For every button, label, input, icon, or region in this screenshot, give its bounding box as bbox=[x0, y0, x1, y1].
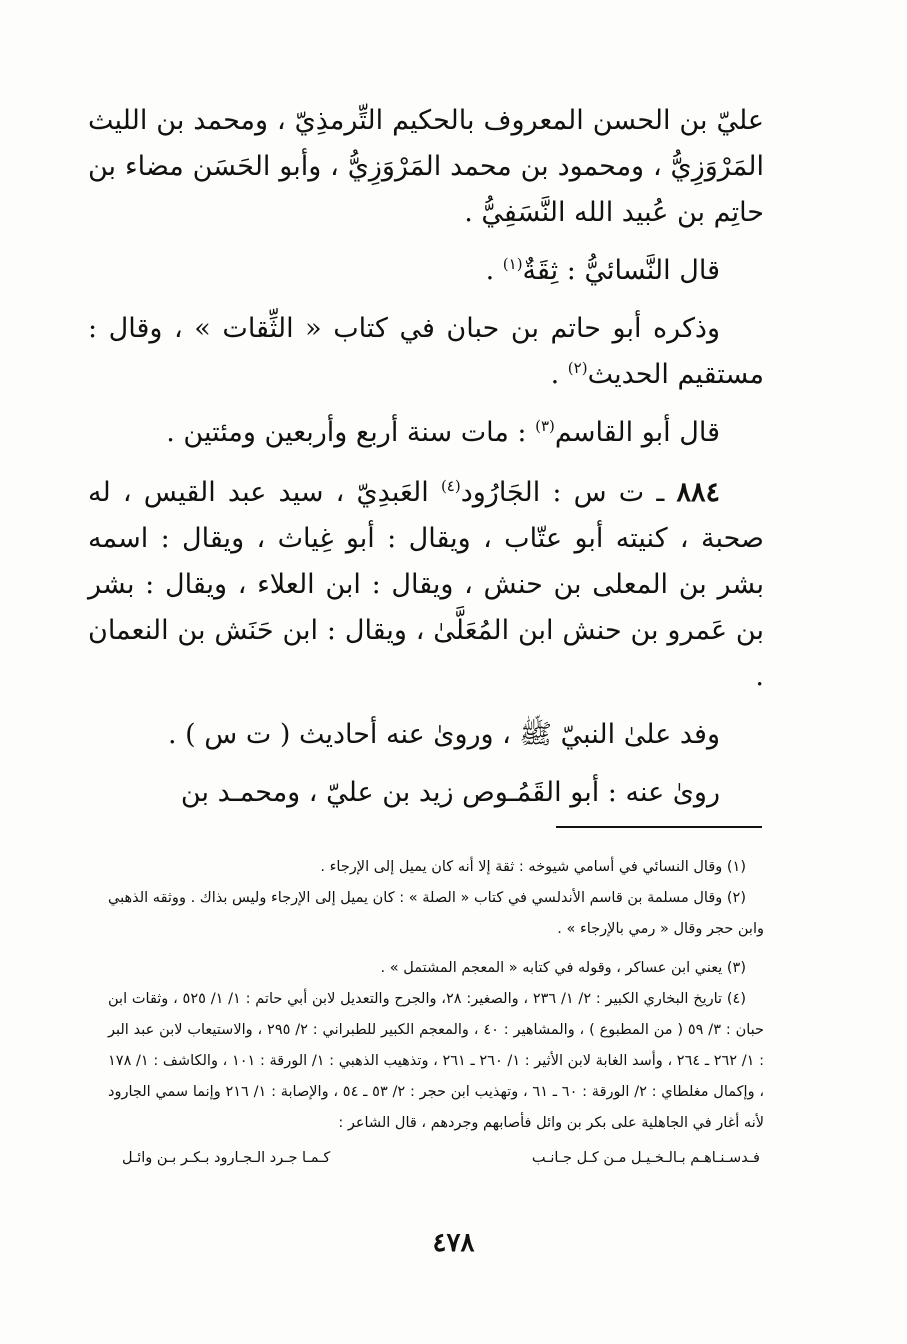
paragraph-2 bbox=[88, 248, 764, 294]
paragraph-4 bbox=[88, 410, 764, 456]
main-text bbox=[88, 98, 764, 816]
footnotes bbox=[108, 852, 764, 1173]
footnote-4: (٤) تاريخ البخاري الكبير : ٢/ ١/ ٢٣٦ ، والصغير: ٢٨، والجرح والتعديل لابن أبي حاتم : ١/ ١/ ٥٢٥ ، وثقات ابن حبان : ٣/ ٥٩ ( من المطبوع ) ، والمشاهير : ٤٠ ، والمعجم الكبير للطبراني : ٢/ ٢٩٥ ، والاستيعاب لابن عبد البر : ١/ ٢٦٢ ـ ٢٦٤ ، وأسد الغابة لابن الأثير : ١/ ٢٦٠ ـ ٢٦١ ، وتذهيب الذهبي : ١/ الورقة : ١٠١ ، والكاشف : ١/ ١٧٨ ، وإكمال مغلطاي : ٢/ الورقة : ٦٠ ـ ٦١ ، وتهذيب ابن حجر : ٢/ ٥٣ ـ ٥٤ ، والإصابة : ١/ ٢١٦ وإنما سمي الجارود لأنه أغار في الجاهلية على بكر بن وائل فأصابهم وجردهم ، قال الشاعر : bbox=[108, 991, 765, 1131]
entry-heading: ـ ت س : الجَارُود bbox=[460, 477, 677, 508]
footnote-ref-1: (١) bbox=[502, 255, 523, 273]
paragraph-3-text: وذكره أبو حاتم بن حبان في كتاب « الثِّقات » ، وقال : مستقيم الحديث bbox=[88, 313, 764, 390]
paragraph-2-end: . bbox=[485, 255, 503, 286]
poem-verse bbox=[108, 1143, 764, 1173]
paragraph-6: وفد علىٰ النبيّ ﷺ ، وروىٰ عنه أحاديث ( ت س ) . bbox=[168, 719, 720, 750]
page-number: ٤٧٨ bbox=[432, 1228, 475, 1258]
footnote-ref-2: (٢) bbox=[567, 359, 588, 377]
entry-number: ٨٨٤ bbox=[676, 477, 721, 508]
paragraph-3 bbox=[88, 306, 764, 398]
paragraph-4-text: قال أبو القاسم bbox=[554, 417, 720, 448]
footnote-separator bbox=[556, 826, 762, 828]
paragraph-3-end: . bbox=[550, 359, 568, 390]
footnote-1: (١) وقال النسائي في أسامي شيوخه : ثقة إلا أنه كان يميل إلى الإرجاء . bbox=[320, 859, 746, 875]
verse-second-hemistich: كـمـا جـرد الـجـارود بـكـر بـن وائـل bbox=[122, 1150, 331, 1166]
verse-first-hemistich: فـدسـنـاهـم بـالـخـيـل مـن كـل جـانـب bbox=[531, 1150, 760, 1166]
paragraph-7: روىٰ عنه : أبو القَمُـوص زيد بن عليّ ، ومحمـد بن bbox=[180, 777, 720, 808]
paragraph-4-end: : مات سنة أربع وأربعين ومئتين . bbox=[166, 417, 536, 448]
footnote-ref-3: (٣) bbox=[535, 417, 555, 435]
entry-body: العَبدِيّ ، سيد عبد القيس ، له صحبة ، كنيته أبو عتّاب ، ويقال : أبو غِياث ، ويقال : اسمه بشر بن المعلى بن حنش ، ويقال : ابن العلاء ، ويقال : بشر بن عَمرو بن حنش ابن المُعَلَّىٰ ، ويقال : ابن حَنَش بن النعمان . bbox=[88, 477, 764, 692]
entry-paragraph bbox=[88, 470, 764, 700]
footnote-3: (٣) يعني ابن عساكر ، وقوله في كتابه « المعجم المشتمل » . bbox=[380, 960, 746, 976]
paragraph-2-text: قال النَّسائيُّ : ثِقَةٌ bbox=[522, 255, 720, 286]
footnote-ref-4: (٤) bbox=[440, 477, 461, 495]
footnote-2: (٢) وقال مسلمة بن قاسم الأندلسي في كتاب « الصلة » : كان يميل إلى الإرجاء وليس بذاك . ووثقه الذهبي وابن حجر وقال « رمي بالإرجاء » . bbox=[108, 890, 764, 937]
paragraph-1: عليّ بن الحسن المعروف بالحكيم التِّرمذِيّ ، ومحمد بن الليث المَرْوَزِيُّ ، ومحمود بن محمد المَرْوَزِيُّ ، وأبو الحَسَن مضاء بن حاتِم بن عُبيد الله النَّسَفِيُّ . bbox=[88, 105, 764, 228]
